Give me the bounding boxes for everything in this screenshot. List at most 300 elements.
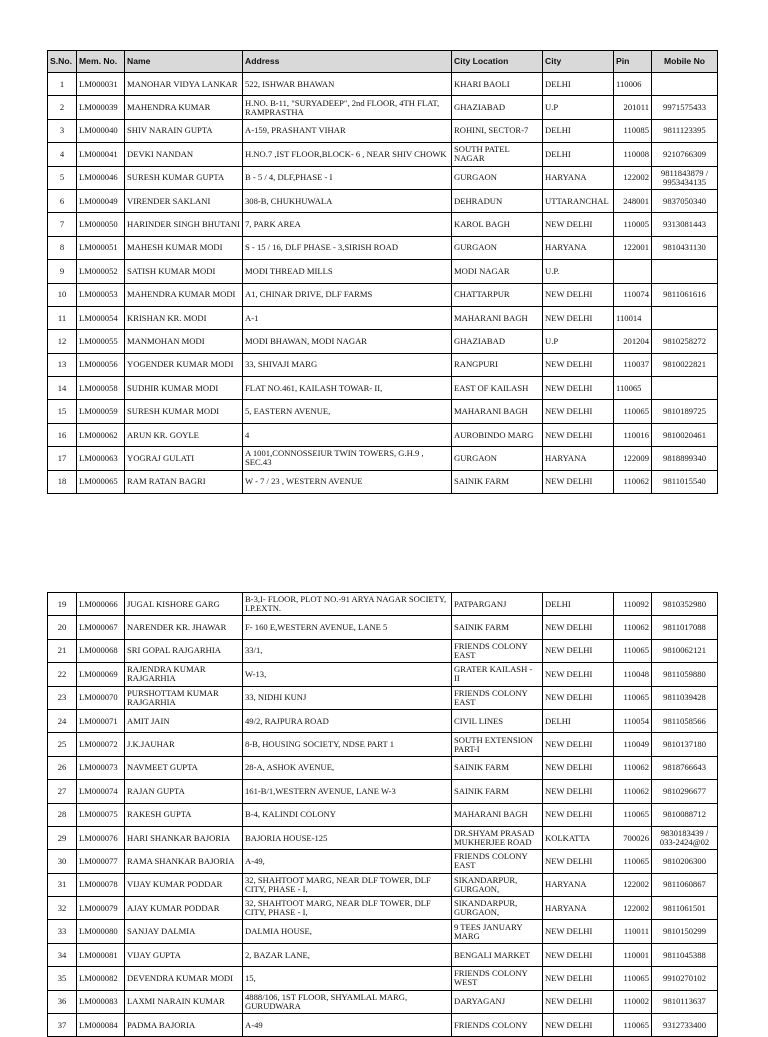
cell-city-location: SAINIK FARM xyxy=(452,470,543,493)
cell-city-location: SAINIK FARM xyxy=(452,616,543,639)
cell-sno: 9 xyxy=(48,260,77,283)
cell-address: H.NO.7 ,IST FLOOR,BLOCK- 6 , NEAR SHIV CHOWK xyxy=(243,143,452,166)
cell-address: 15, xyxy=(243,967,452,990)
cell-name: MAHENDRA KUMAR MODI xyxy=(125,283,243,306)
table-row xyxy=(48,826,718,849)
cell-city: KOLKATTA xyxy=(543,826,614,849)
cell-city: NEW DELHI xyxy=(543,377,614,400)
cell-memno: LM000069 xyxy=(77,663,125,686)
cell-name: SURESH KUMAR MODI xyxy=(125,400,243,423)
header-pin: Pin xyxy=(614,51,652,73)
cell-address: 33, NIDHI KUNJ xyxy=(243,686,452,709)
cell-sno: 11 xyxy=(48,306,77,329)
table-row xyxy=(48,593,718,616)
cell-mobile: 9313081443 xyxy=(652,213,718,236)
cell-city-location: MAHARANI BAGH xyxy=(452,400,543,423)
cell-memno: LM000072 xyxy=(77,733,125,756)
cell-memno: LM000078 xyxy=(77,873,125,896)
cell-address: 8-B, HOUSING SOCIETY, NDSE PART 1 xyxy=(243,733,452,756)
cell-sno: 25 xyxy=(48,733,77,756)
header-address: Address xyxy=(243,51,452,73)
cell-sno: 7 xyxy=(48,213,77,236)
cell-address: A-1 xyxy=(243,306,452,329)
cell-name: RAMA SHANKAR BAJORIA xyxy=(125,850,243,873)
cell-address: 33/1, xyxy=(243,639,452,662)
cell-city: NEW DELHI xyxy=(543,616,614,639)
cell-pin: 110092 xyxy=(614,593,652,616)
cell-memno: LM000054 xyxy=(77,306,125,329)
cell-city: U.P xyxy=(543,96,614,119)
cell-city: HARYANA xyxy=(543,166,614,189)
cell-memno: LM000031 xyxy=(77,73,125,96)
cell-name: JUGAL KISHORE GARG xyxy=(125,593,243,616)
cell-mobile: 9810113637 xyxy=(652,990,718,1013)
cell-memno: LM000051 xyxy=(77,236,125,259)
cell-mobile: 9810352980 xyxy=(652,593,718,616)
cell-memno: LM000075 xyxy=(77,803,125,826)
cell-sno: 23 xyxy=(48,686,77,709)
cell-mobile: 9811015540 xyxy=(652,470,718,493)
cell-address: A 1001,CONNOSSEIUR TWIN TOWERS, G.H.9 , SEC.43 xyxy=(243,447,452,470)
table-row xyxy=(48,119,718,142)
cell-pin: 110001 xyxy=(614,943,652,966)
table-row xyxy=(48,920,718,943)
cell-pin: 110085 xyxy=(614,119,652,142)
header-sno: S.No. xyxy=(48,51,77,73)
cell-city: DELHI xyxy=(543,593,614,616)
cell-sno: 10 xyxy=(48,283,77,306)
cell-city-location: FRIENDS COLONY WEST xyxy=(452,967,543,990)
cell-city: U.P xyxy=(543,330,614,353)
cell-sno: 33 xyxy=(48,920,77,943)
cell-mobile: 9910270102 xyxy=(652,967,718,990)
cell-city: U.P. xyxy=(543,260,614,283)
cell-city-location: BENGALI MARKET xyxy=(452,943,543,966)
cell-memno: LM000053 xyxy=(77,283,125,306)
cell-name: J.K.JAUHAR xyxy=(125,733,243,756)
table-row xyxy=(48,780,718,803)
cell-memno: LM000065 xyxy=(77,470,125,493)
cell-address: 7, PARK AREA xyxy=(243,213,452,236)
cell-name: VIRENDER SAKLANI xyxy=(125,189,243,212)
cell-sno: 4 xyxy=(48,143,77,166)
cell-mobile: 9811039428 xyxy=(652,686,718,709)
cell-pin: 110054 xyxy=(614,709,652,732)
cell-pin: 110065 xyxy=(614,639,652,662)
cell-city-location: SAINIK FARM xyxy=(452,780,543,803)
cell-address: BAJORIA HOUSE-125 xyxy=(243,826,452,849)
cell-address: 49/2, RAJPURA ROAD xyxy=(243,709,452,732)
table-row xyxy=(48,213,718,236)
header-mobile: Mobile No xyxy=(652,51,718,73)
cell-sno: 20 xyxy=(48,616,77,639)
cell-pin: 700026 xyxy=(614,826,652,849)
cell-name: SURESH KUMAR GUPTA xyxy=(125,166,243,189)
cell-mobile xyxy=(652,306,718,329)
cell-mobile: 9810062121 xyxy=(652,639,718,662)
cell-city-location: CIVIL LINES xyxy=(452,709,543,732)
cell-address: 4 xyxy=(243,423,452,446)
cell-sno: 35 xyxy=(48,967,77,990)
cell-mobile: 9837050340 xyxy=(652,189,718,212)
cell-name: RAJAN GUPTA xyxy=(125,780,243,803)
cell-city: DELHI xyxy=(543,119,614,142)
cell-mobile: 9811843879 / 9953434135 xyxy=(652,166,718,189)
table-row xyxy=(48,663,718,686)
cell-address: W - 7 / 23 , WESTERN AVENUE xyxy=(243,470,452,493)
cell-pin: 110074 xyxy=(614,283,652,306)
table-row xyxy=(48,1014,718,1037)
cell-mobile: 9810020461 xyxy=(652,423,718,446)
cell-pin: 110062 xyxy=(614,470,652,493)
cell-sno: 37 xyxy=(48,1014,77,1037)
table-row xyxy=(48,143,718,166)
cell-mobile: 9312733400 xyxy=(652,1014,718,1037)
cell-name: VIJAY KUMAR PODDAR xyxy=(125,873,243,896)
cell-city: HARYANA xyxy=(543,447,614,470)
cell-memno: LM000071 xyxy=(77,709,125,732)
cell-pin: 110049 xyxy=(614,733,652,756)
cell-pin: 110011 xyxy=(614,920,652,943)
cell-city-location: KAROL BAGH xyxy=(452,213,543,236)
cell-memno: LM000059 xyxy=(77,400,125,423)
cell-pin: 201011 xyxy=(614,96,652,119)
cell-address: A-49, xyxy=(243,850,452,873)
cell-memno: LM000083 xyxy=(77,990,125,1013)
cell-city: HARYANA xyxy=(543,897,614,920)
cell-mobile: 9811060867 xyxy=(652,873,718,896)
cell-pin: 110065 xyxy=(614,377,652,400)
cell-sno: 12 xyxy=(48,330,77,353)
cell-pin: 122002 xyxy=(614,897,652,920)
table-row xyxy=(48,943,718,966)
cell-address: FLAT NO.461, KAILASH TOWAR- II, xyxy=(243,377,452,400)
cell-sno: 13 xyxy=(48,353,77,376)
cell-sno: 29 xyxy=(48,826,77,849)
cell-mobile: 9811017088 xyxy=(652,616,718,639)
cell-city: NEW DELHI xyxy=(543,920,614,943)
cell-sno: 32 xyxy=(48,897,77,920)
cell-address: MODI BHAWAN, MODI NAGAR xyxy=(243,330,452,353)
cell-sno: 15 xyxy=(48,400,77,423)
cell-city: NEW DELHI xyxy=(543,353,614,376)
cell-city: NEW DELHI xyxy=(543,733,614,756)
cell-name: SUDHIR KUMAR MODI xyxy=(125,377,243,400)
cell-sno: 8 xyxy=(48,236,77,259)
cell-city: NEW DELHI xyxy=(543,1014,614,1037)
table-row xyxy=(48,897,718,920)
header-name: Name xyxy=(125,51,243,73)
cell-address: 32, SHAHTOOT MARG, NEAR DLF TOWER, DLF CITY, PHASE - I, xyxy=(243,897,452,920)
cell-city-location: MODI NAGAR xyxy=(452,260,543,283)
cell-mobile: 9210766309 xyxy=(652,143,718,166)
cell-sno: 24 xyxy=(48,709,77,732)
cell-city: NEW DELHI xyxy=(543,423,614,446)
cell-pin: 122001 xyxy=(614,236,652,259)
cell-city: HARYANA xyxy=(543,873,614,896)
cell-pin: 110005 xyxy=(614,213,652,236)
table-row xyxy=(48,189,718,212)
cell-name: DEVENDRA KUMAR MODI xyxy=(125,967,243,990)
cell-mobile: 9810258272 xyxy=(652,330,718,353)
cell-pin: 248001 xyxy=(614,189,652,212)
cell-pin: 122009 xyxy=(614,447,652,470)
cell-city-location: FRIENDS COLONY xyxy=(452,1014,543,1037)
cell-memno: LM000074 xyxy=(77,780,125,803)
cell-address: 161-B/1,WESTERN AVENUE, LANE W-3 xyxy=(243,780,452,803)
cell-memno: LM000046 xyxy=(77,166,125,189)
cell-pin: 110065 xyxy=(614,967,652,990)
cell-name: AJAY KUMAR PODDAR xyxy=(125,897,243,920)
cell-mobile: 9810022821 xyxy=(652,353,718,376)
cell-address: 28-A, ASHOK AVENUE, xyxy=(243,756,452,779)
cell-address: A-49 xyxy=(243,1014,452,1037)
cell-city: NEW DELHI xyxy=(543,470,614,493)
cell-address: 522, ISHWAR BHAWAN xyxy=(243,73,452,96)
cell-sno: 1 xyxy=(48,73,77,96)
cell-memno: LM000040 xyxy=(77,119,125,142)
cell-city-location: GURGAON xyxy=(452,447,543,470)
cell-memno: LM000063 xyxy=(77,447,125,470)
cell-city-location: GRATER KAILASH - II xyxy=(452,663,543,686)
table-row xyxy=(48,756,718,779)
cell-name: AMIT JAIN xyxy=(125,709,243,732)
cell-pin: 110065 xyxy=(614,803,652,826)
cell-name: MANOHAR VIDYA LANKAR xyxy=(125,73,243,96)
table-row xyxy=(48,873,718,896)
cell-city: DELHI xyxy=(543,73,614,96)
cell-city-location: PATPARGANJ xyxy=(452,593,543,616)
cell-pin: 110065 xyxy=(614,850,652,873)
cell-name: HARI SHANKAR BAJORIA xyxy=(125,826,243,849)
cell-memno: LM000073 xyxy=(77,756,125,779)
cell-name: SATISH KUMAR MODI xyxy=(125,260,243,283)
cell-pin: 110062 xyxy=(614,780,652,803)
cell-pin xyxy=(614,260,652,283)
cell-sno: 21 xyxy=(48,639,77,662)
cell-memno: LM000058 xyxy=(77,377,125,400)
cell-sno: 17 xyxy=(48,447,77,470)
cell-city-location: FRIENDS COLONY EAST xyxy=(452,686,543,709)
cell-memno: LM000079 xyxy=(77,897,125,920)
cell-name: MAHENDRA KUMAR xyxy=(125,96,243,119)
header-city: City xyxy=(543,51,614,73)
table-row xyxy=(48,377,718,400)
table-row xyxy=(48,306,718,329)
cell-city-location: GURGAON xyxy=(452,166,543,189)
cell-mobile xyxy=(652,73,718,96)
cell-memno: LM000049 xyxy=(77,189,125,212)
cell-address: 4888/106, 1ST FLOOR, SHYAMLAL MARG, GURUDWARA xyxy=(243,990,452,1013)
cell-sno: 19 xyxy=(48,593,77,616)
cell-address: 5, EASTERN AVENUE, xyxy=(243,400,452,423)
cell-city-location: FRIENDS COLONY EAST xyxy=(452,850,543,873)
cell-sno: 28 xyxy=(48,803,77,826)
cell-name: RAM RATAN BAGRI xyxy=(125,470,243,493)
cell-memno: LM000080 xyxy=(77,920,125,943)
cell-mobile: 9811058566 xyxy=(652,709,718,732)
cell-mobile xyxy=(652,260,718,283)
cell-city: DELHI xyxy=(543,709,614,732)
table-row xyxy=(48,73,718,96)
cell-mobile: 9810088712 xyxy=(652,803,718,826)
cell-city: NEW DELHI xyxy=(543,990,614,1013)
cell-sno: 22 xyxy=(48,663,77,686)
cell-memno: LM000056 xyxy=(77,353,125,376)
header-memno: Mem. No. xyxy=(77,51,125,73)
cell-sno: 6 xyxy=(48,189,77,212)
cell-name: NARENDER KR. JHAWAR xyxy=(125,616,243,639)
cell-city: NEW DELHI xyxy=(543,686,614,709)
table-row xyxy=(48,260,718,283)
header-row xyxy=(48,51,718,73)
cell-name: PADMA BAJORIA xyxy=(125,1014,243,1037)
cell-pin: 110016 xyxy=(614,423,652,446)
cell-memno: LM000070 xyxy=(77,686,125,709)
cell-mobile: 9810296677 xyxy=(652,780,718,803)
table-row xyxy=(48,166,718,189)
cell-mobile: 9811061616 xyxy=(652,283,718,306)
table-row xyxy=(48,733,718,756)
cell-city: NEW DELHI xyxy=(543,756,614,779)
cell-mobile: 9830183439 / 033-2424@02 xyxy=(652,826,718,849)
cell-city-location: DR.SHYAM PRASAD MUKHERJEE ROAD xyxy=(452,826,543,849)
cell-sno: 3 xyxy=(48,119,77,142)
cell-city-location: SAINIK FARM xyxy=(452,756,543,779)
cell-address: 2, BAZAR LANE, xyxy=(243,943,452,966)
cell-name: RAJENDRA KUMAR RAJGARHIA xyxy=(125,663,243,686)
table-row xyxy=(48,616,718,639)
cell-memno: LM000081 xyxy=(77,943,125,966)
cell-memno: LM000041 xyxy=(77,143,125,166)
cell-pin: 110008 xyxy=(614,143,652,166)
cell-pin: 122002 xyxy=(614,166,652,189)
cell-name: YOGENDER KUMAR MODI xyxy=(125,353,243,376)
cell-name: HARINDER SINGH BHUTANI xyxy=(125,213,243,236)
cell-address: B-3,I- FLOOR, PLOT NO.-91 ARYA NAGAR SOCIETY, I.P.EXTN. xyxy=(243,593,452,616)
cell-city-location: DEHRADUN xyxy=(452,189,543,212)
cell-city-location: SIKANDARPUR, GURGAON, xyxy=(452,873,543,896)
cell-address: 308-B, CHUKHUWALA xyxy=(243,189,452,212)
cell-memno: LM000068 xyxy=(77,639,125,662)
cell-address: B-4, KALINDI COLONY xyxy=(243,803,452,826)
cell-mobile: 9810206300 xyxy=(652,850,718,873)
cell-sno: 2 xyxy=(48,96,77,119)
table-row xyxy=(48,236,718,259)
cell-city-location: RANGPURI xyxy=(452,353,543,376)
cell-mobile: 9811061501 xyxy=(652,897,718,920)
cell-memno: LM000052 xyxy=(77,260,125,283)
cell-name: YOGRAJ GULATI xyxy=(125,447,243,470)
cell-sno: 16 xyxy=(48,423,77,446)
cell-sno: 36 xyxy=(48,990,77,1013)
table-row xyxy=(48,803,718,826)
cell-sno: 14 xyxy=(48,377,77,400)
table-row xyxy=(48,447,718,470)
cell-city-location: DARYAGANJ xyxy=(452,990,543,1013)
cell-name: ARUN KR. GOYLE xyxy=(125,423,243,446)
cell-sno: 26 xyxy=(48,756,77,779)
cell-name: NAVMEET GUPTA xyxy=(125,756,243,779)
cell-pin: 110065 xyxy=(614,400,652,423)
cell-city: DELHI xyxy=(543,143,614,166)
table-row xyxy=(48,96,718,119)
cell-pin: 110062 xyxy=(614,616,652,639)
cell-city-location: MAHARANI BAGH xyxy=(452,306,543,329)
cell-memno: LM000039 xyxy=(77,96,125,119)
cell-mobile: 9811045388 xyxy=(652,943,718,966)
cell-name: LAXMI NARAIN KUMAR xyxy=(125,990,243,1013)
cell-mobile: 9810150299 xyxy=(652,920,718,943)
cell-memno: LM000067 xyxy=(77,616,125,639)
cell-sno: 30 xyxy=(48,850,77,873)
cell-city-location: KHARI BAOLI xyxy=(452,73,543,96)
cell-name: PURSHOTTAM KUMAR RAJGARHIA xyxy=(125,686,243,709)
table-row xyxy=(48,967,718,990)
cell-city-location: MAHARANI BAGH xyxy=(452,803,543,826)
cell-address: DALMIA HOUSE, xyxy=(243,920,452,943)
cell-city-location: 9 TEES JANUARY MARG xyxy=(452,920,543,943)
cell-pin: 110048 xyxy=(614,663,652,686)
cell-address: A1, CHINAR DRIVE, DLF FARMS xyxy=(243,283,452,306)
cell-city-location: GHAZIABAD xyxy=(452,330,543,353)
cell-city: NEW DELHI xyxy=(543,400,614,423)
cell-memno: LM000082 xyxy=(77,967,125,990)
table-row xyxy=(48,283,718,306)
members-table xyxy=(47,50,718,494)
table-row xyxy=(48,709,718,732)
cell-city-location: GHAZIABAD xyxy=(452,96,543,119)
cell-memno: LM000055 xyxy=(77,330,125,353)
cell-address: H.NO. B-11, "SURYADEEP", 2nd FLOOR, 4TH FLAT, RAMPRASTHA xyxy=(243,96,452,119)
cell-pin: 122002 xyxy=(614,873,652,896)
cell-mobile: 9810431130 xyxy=(652,236,718,259)
header-city-location: City Location xyxy=(452,51,543,73)
cell-sno: 31 xyxy=(48,873,77,896)
cell-memno: LM000062 xyxy=(77,423,125,446)
cell-city: NEW DELHI xyxy=(543,213,614,236)
cell-name: RAKESH GUPTA xyxy=(125,803,243,826)
cell-city: NEW DELHI xyxy=(543,967,614,990)
cell-memno: LM000076 xyxy=(77,826,125,849)
table-row xyxy=(48,639,718,662)
cell-address: 32, SHAHTOOT MARG, NEAR DLF TOWER, DLF CITY, PHASE - I, xyxy=(243,873,452,896)
cell-city-location: EAST OF KAILASH xyxy=(452,377,543,400)
cell-name: MAHESH KUMAR MODI xyxy=(125,236,243,259)
cell-city-location: AUROBINDO MARG xyxy=(452,423,543,446)
cell-mobile: 9811123395 xyxy=(652,119,718,142)
cell-pin: 110065 xyxy=(614,686,652,709)
cell-pin: 110002 xyxy=(614,990,652,1013)
cell-name: SRI GOPAL RAJGARHIA xyxy=(125,639,243,662)
table-row xyxy=(48,400,718,423)
cell-address: F- 160 E,WESTERN AVENUE, LANE 5 xyxy=(243,616,452,639)
cell-city: NEW DELHI xyxy=(543,850,614,873)
cell-city: NEW DELHI xyxy=(543,780,614,803)
table-row xyxy=(48,423,718,446)
cell-sno: 18 xyxy=(48,470,77,493)
cell-city-location: SOUTH PATEL NAGAR xyxy=(452,143,543,166)
cell-mobile: 9810137180 xyxy=(652,733,718,756)
cell-city-location: GURGAON xyxy=(452,236,543,259)
cell-city: NEW DELHI xyxy=(543,803,614,826)
cell-name: DEVKI NANDAN xyxy=(125,143,243,166)
cell-mobile: 9810189725 xyxy=(652,400,718,423)
cell-city-location: SOUTH EXTENSION PART-I xyxy=(452,733,543,756)
cell-address: MODI THREAD MILLS xyxy=(243,260,452,283)
cell-sno: 5 xyxy=(48,166,77,189)
table-row xyxy=(48,990,718,1013)
